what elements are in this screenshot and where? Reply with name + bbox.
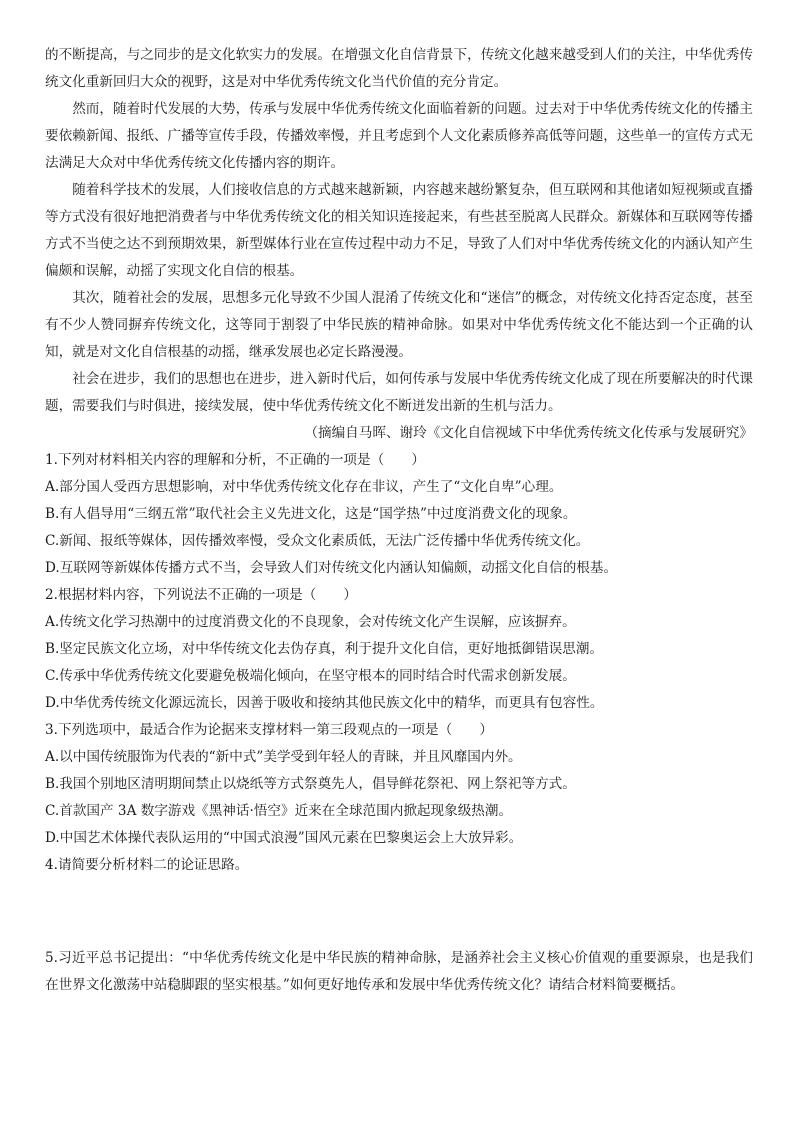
option-d: D.中国艺术体操代表队运用的“中国式浪漫”国风元素在巴黎奥运会上大放异彩。	[45, 830, 523, 846]
option-d: D.互联网等新媒体传播方式不当，会导致人们对传统文化内涵认知偏颇，动摇文化自信的根基。	[45, 560, 618, 576]
question-4	[45, 852, 753, 879]
passage-source: （摘编自马晖、谢玲《文化自信视域下中华优秀传统文化传承与发展研究》	[304, 425, 753, 441]
option-b: B.坚定民族文化立场，对中华传统文化去伪存真，利于提升文化自信，更好地抵御错误思潮。	[45, 641, 604, 657]
option-a: A.部分国人受西方思想影响，对中华优秀传统文化存在非议，产生了“文化自卑”心理。	[45, 479, 563, 495]
question-3	[45, 717, 753, 852]
option-a: A.传统文化学习热潮中的过度消费文化的不良现象，会对传统文化产生误解，应该摒弃。	[45, 614, 576, 630]
option-a: A.以中国传统服饰为代表的“新中式”美学受到年轻人的青睐，并且风靡国内外。	[45, 749, 522, 765]
question-stem: 4.请简要分析材料二的论证思路。	[45, 857, 249, 873]
option-c: C.传承中华优秀传统文化要避免极端化倾向，在坚守根本的同时结合时代需求创新发展。	[45, 668, 576, 684]
question-stem: 3.下列选项中，最适合作为论据来支撑材料一第三段观点的一项是（ ）	[45, 722, 493, 738]
question-stem: 1.下列对材料相关内容的理解和分析，不正确的一项是（ ）	[45, 452, 425, 468]
question-stem: 5.习近平总书记提出：“中华优秀传统文化是中华民族的精神命脉，是涵养社会主义核心价值观的重要源泉，也是我们在世界文化激荡中站稳脚跟的坚实根基。”如何更好地传承和发展中华优秀传统文化？请结合材料简要概括。	[45, 950, 753, 993]
question-1	[45, 447, 753, 582]
question-5	[45, 945, 753, 999]
option-c: C.新闻、报纸等媒体，因传播效率慢，受众文化素质低，无法广泛传播中华优秀传统文化。	[45, 533, 590, 549]
option-b: B.有人倡导用“三纲五常”取代社会主义先进文化，这是“国学热”中过度消费文化的现象。	[45, 506, 577, 522]
option-b: B.我国个别地区清明期间禁止以烧纸等方式祭奠先人，倡导鲜花祭祀、网上祭祀等方式。	[45, 776, 576, 792]
option-c: C.首款国产 3A 数字游戏《黑神话·悟空》近来在全球范围内掀起现象级热潮。	[45, 803, 513, 819]
passage-paragraph-1: 的不断提高，与之同步的是文化软实力的发展。在增强文化自信背景下，传统文化越来越受到人们的关注，中华优秀传统文化重新回归大众的视野，这是对中华优秀传统文化当代价值的充分肯定。	[45, 47, 753, 90]
passage-paragraph-4: 其次，随着社会的发展，思想多元化导致不少国人混淆了传统文化和“迷信”的概念，对传统文化持否定态度，甚至有不少人赞同摒弃传统文化，这等同于割裂了中华民族的精神命脉。如果对中华优秀传统文化不能达到一个正确的认知，就是对文化自信根基的动摇，继承发展也必定长路漫漫。	[45, 290, 753, 360]
passage-paragraph-5: 社会在进步，我们的思想也在进步，进入新时代后，如何传承与发展中华优秀传统文化成了现在所要解决的时代课题，需要我们与时俱进，接续发展，使中华优秀传统文化不断迸发出新的生机与活力。	[45, 371, 753, 414]
question-2	[45, 582, 753, 717]
question-stem: 2.根据材料内容，下列说法不正确的一项是（ ）	[45, 587, 358, 603]
answer-space	[45, 879, 753, 945]
passage-paragraph-3: 随着科学技术的发展，人们接收信息的方式越来越新颖，内容越来越纷繁复杂，但互联网和其他诸如短视频或直播等方式没有很好地把消费者与中华优秀传统文化的相关知识连接起来，有些甚至脱离人民群众。新媒体和互联网等传播方式不当使之达不到预期效果，新型媒体行业在宣传过程中动力不足，导致了人们对中华优秀传统文化的内涵认知产生偏颇和误解，动摇了实现文化自信的根基。	[45, 182, 753, 279]
passage-paragraph-2: 然而，随着时代发展的大势，传承与发展中华优秀传统文化面临着新的问题。过去对于中华优秀传统文化的传播主要依赖新闻、报纸、广播等宣传手段，传播效率慢，并且考虑到个人文化素质修养高低等问题，这些单一的宣传方式无法满足大众对中华优秀传统文化传播内容的期许。	[45, 101, 753, 171]
exam-page	[45, 42, 753, 999]
option-d: D.中华优秀传统文化源远流长，因善于吸收和接纳其他民族文化中的精华，而更具有包容性。	[45, 695, 604, 711]
